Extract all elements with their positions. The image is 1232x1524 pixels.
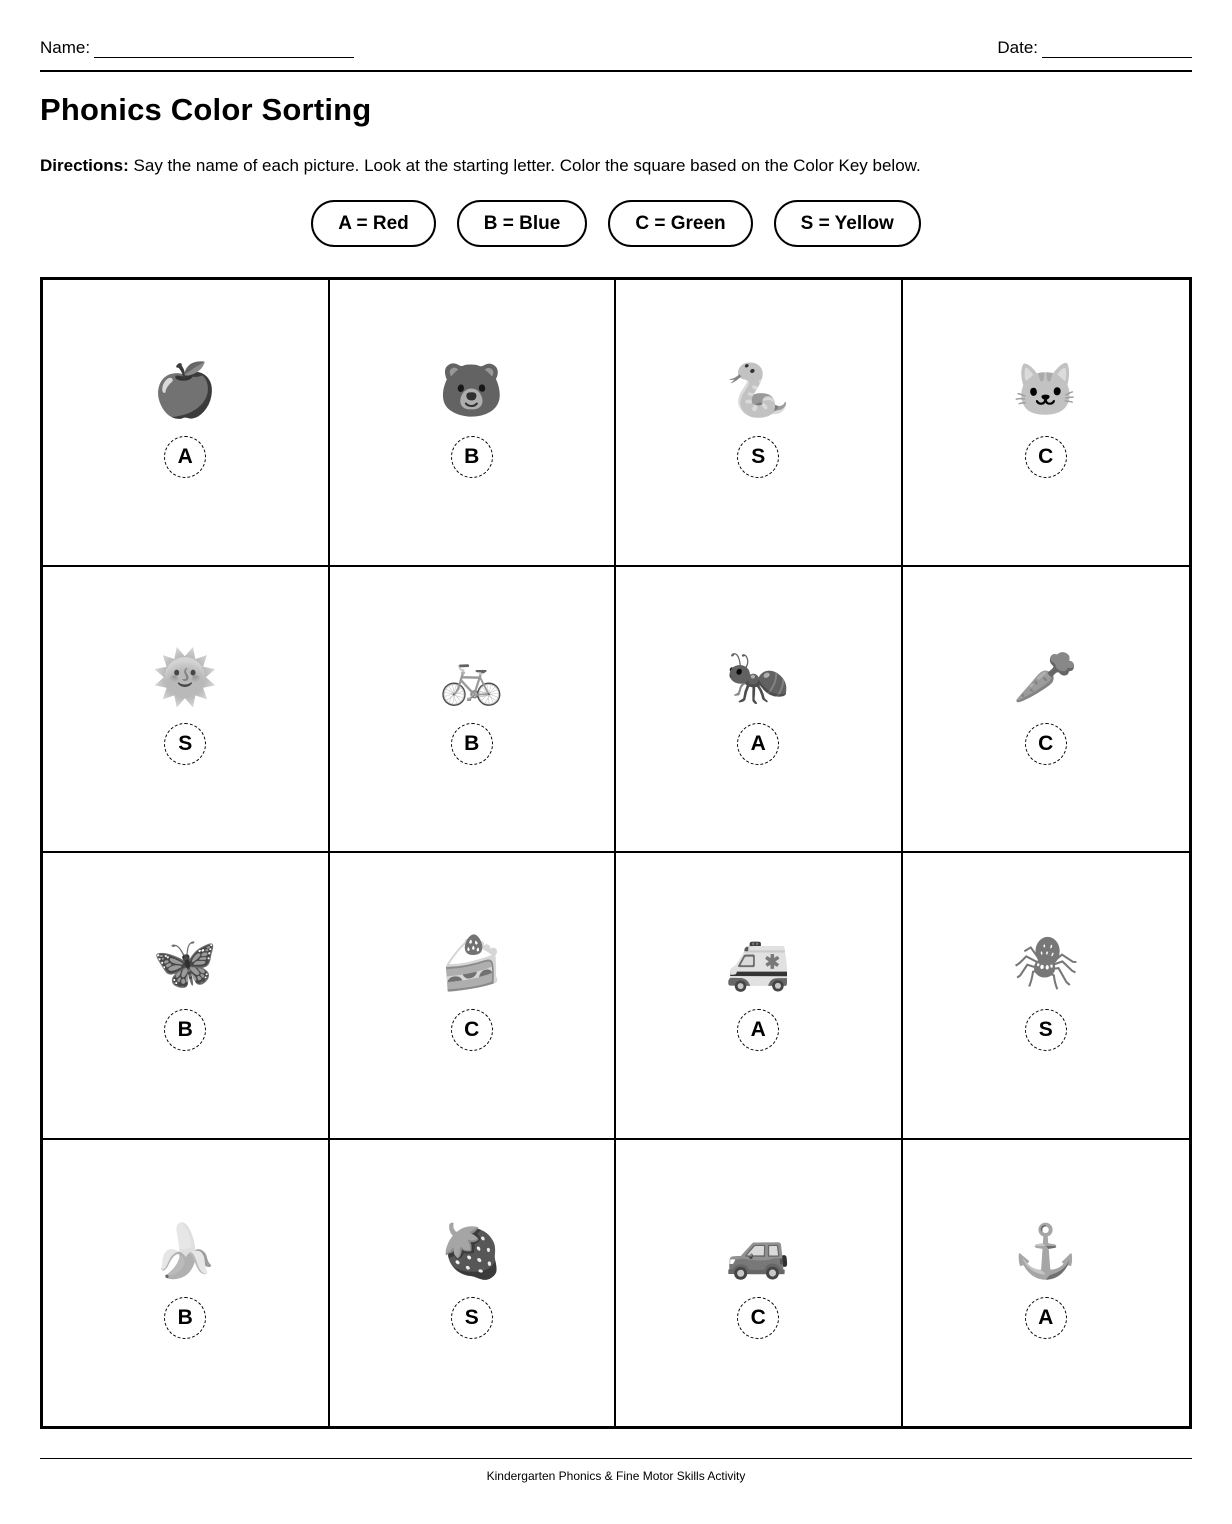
grid-cell-cat[interactable]: [903, 280, 1190, 567]
letter-badge: A: [164, 436, 206, 478]
grid-cell-ambulance[interactable]: [616, 853, 903, 1140]
butterfly-icon: 🦋: [152, 935, 218, 994]
page-title: Phonics Color Sorting: [40, 92, 372, 127]
letter-badge: B: [164, 1297, 206, 1339]
footer-divider: [40, 1458, 1192, 1459]
name-label: Name:: [40, 38, 91, 57]
letter-badge: S: [737, 436, 779, 478]
grid-cell-bicycle[interactable]: [330, 567, 617, 854]
grid-cell-ant[interactable]: [616, 567, 903, 854]
grid-cell-anchor[interactable]: [903, 1140, 1190, 1427]
bear-icon: 🐻: [439, 362, 505, 421]
letter-badge: C: [737, 1297, 779, 1339]
directions-text: Say the name of each picture. Look at the starting letter. Color the square based on the Color Key below.: [128, 156, 921, 175]
name-field[interactable]: [40, 38, 354, 58]
grid-cell-strawberry[interactable]: [330, 1140, 617, 1427]
color-key-a-red: A = Red: [311, 200, 436, 247]
apple-icon: 🍎: [152, 362, 218, 421]
letter-badge: S: [451, 1297, 493, 1339]
grid-cell-banana[interactable]: [43, 1140, 330, 1427]
letter-badge: C: [451, 1009, 493, 1051]
header-row: [40, 36, 1192, 60]
banana-icon: 🍌: [152, 1222, 218, 1281]
date-field[interactable]: [997, 38, 1192, 58]
strawberry-icon: 🍓: [439, 1222, 505, 1281]
name-line[interactable]: [94, 38, 354, 58]
footer-text: Kindergarten Phonics & Fine Motor Skills Activity: [486, 1469, 746, 1483]
snake-icon: 🐍: [725, 362, 791, 421]
letter-badge: B: [164, 1009, 206, 1051]
anchor-icon: ⚓: [1013, 1222, 1079, 1281]
grid-cell-snake[interactable]: [616, 280, 903, 567]
color-key: [40, 200, 1192, 247]
ant-icon: 🐜: [725, 648, 791, 707]
grid-cell-cake[interactable]: [330, 853, 617, 1140]
grid-cell-car[interactable]: [616, 1140, 903, 1427]
letter-badge: S: [1025, 1009, 1067, 1051]
spider-icon: 🕷: [1012, 935, 1079, 994]
grid-cell-sun[interactable]: [43, 567, 330, 854]
letter-badge: B: [451, 723, 493, 765]
directions: [40, 156, 921, 176]
color-key-s-yellow: S = Yellow: [774, 200, 921, 247]
sun-icon: 🌞: [152, 648, 218, 707]
letter-badge: A: [737, 1009, 779, 1051]
grid-cell-spider[interactable]: [903, 853, 1190, 1140]
grid-cell-carrot[interactable]: [903, 567, 1190, 854]
letter-badge: C: [1025, 436, 1067, 478]
color-key-b-blue: B = Blue: [457, 200, 588, 247]
coloring-grid: [40, 277, 1192, 1429]
directions-label: Directions:: [40, 156, 129, 175]
letter-badge: A: [1025, 1297, 1067, 1339]
date-label: Date:: [997, 38, 1038, 57]
carrot-icon: 🥕: [1013, 648, 1079, 707]
grid-cell-butterfly[interactable]: [43, 853, 330, 1140]
ambulance-icon: 🚑: [725, 935, 791, 994]
car-icon: 🚙: [725, 1222, 791, 1281]
date-line[interactable]: [1042, 38, 1192, 58]
letter-badge: C: [1025, 723, 1067, 765]
color-key-c-green: C = Green: [608, 200, 752, 247]
letter-badge: B: [451, 436, 493, 478]
cake-icon: 🍰: [439, 935, 505, 994]
cat-icon: 🐱: [1013, 362, 1079, 421]
header-divider: [40, 70, 1192, 72]
grid-cell-apple[interactable]: [43, 280, 330, 567]
letter-badge: S: [164, 723, 206, 765]
letter-badge: A: [737, 723, 779, 765]
bicycle-icon: 🚲: [439, 648, 505, 707]
grid-cell-bear[interactable]: [330, 280, 617, 567]
